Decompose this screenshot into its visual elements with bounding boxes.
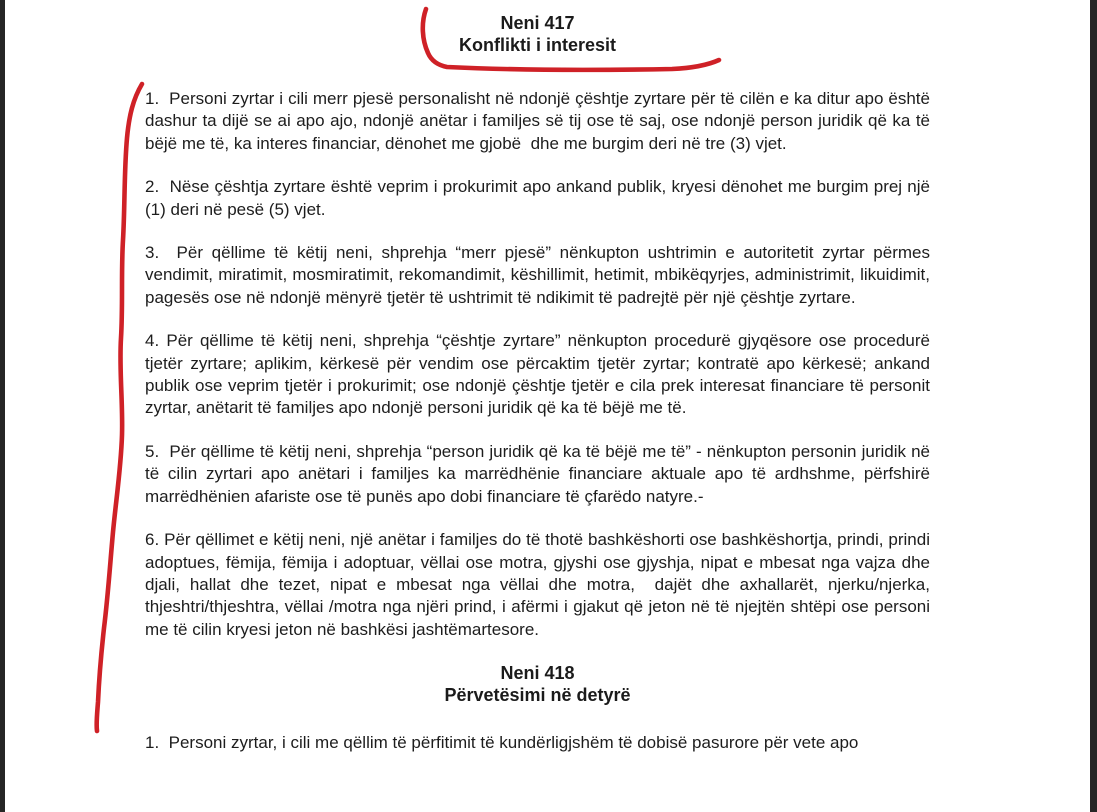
article-417-paragraph-5: 5. Për qëllime të këtij neni, shprehja “person juridik që ka të bëjë me të” - nënkupton personin juridik në të cilin zyrtari apo anëtari i familjes ka marrëdhënie financiare aktuale apo të ardhshme, përfshirë marrëdhënien afariste ose të punës apo dobi financiare të çfarëdo natyre.- [145,441,930,506]
article-418-paragraph-1: 1. Personi zyrtar, i cili me qëllim të përfitimit të kundërligjshëm të dobisë pasurore për vete apo [145,733,859,753]
article-417-number: Neni 417 [500,13,575,33]
red-left-margin-line-mark [97,84,142,731]
document-content [145,10,930,755]
article-418-heading [145,662,930,706]
article-417-paragraph-3: 3. Për qëllime të këtij neni, shprehja “merr pjesë” nënkupton ushtrimin e autoritetit zyrtar përmes vendimit, miratimit, mosmiratimit, rekomandimit, këshillimit, hetimit, mbikëqyrjes, administrimit, likuidimit, pagesës ose në ndonjë mënyrë tjetër të ushtrimit të ndikimit të padrejtë për një çështje zyrtare. [145,243,930,307]
page-edge-left [0,0,5,812]
article-417-paragraph-4: 4. Për qëllime të këtij neni, shprehja “çështje zyrtare” nënkupton procedurë gjyqësore ose procedurë tjetër zyrtare; aplikim, kërkesë për vendim ose përcaktim tjetër zyrtar; kontratë apo kërkesë; ankand publik ose veprim tjetër i prokurimit; ose ndonjë çështje tjetër e cila prek interesat financiare të personit zyrtar, anëtarit të familjes apo ndonjë personi juridik që ka të bëjë me të. [145,331,930,418]
article-417-paragraph-1: 1. Personi zyrtar i cili merr pjesë personalisht në ndonjë çështje zyrtare për të cilën e ka ditur apo është dashur ta dijë se ai apo ajo, ndonjë anëtar i familjes së tij ose të saj, ose ndonjë person juridik që ka të bëjë me të, ka interes financiar, dënohet me gjobë dhe me burgim deri në tre (3) vjet. [145,89,930,153]
page-edge-right [1090,0,1097,812]
article-418-title: Përvetësimi në detyrë [444,685,631,706]
article-418-number: Neni 418 [500,663,575,684]
article-417-heading [145,12,930,56]
article-417-paragraph-2: 2. Nëse çështja zyrtare është veprim i prokurimit apo ankand publik, kryesi dënohet me burgim prej një (1) deri në pesë (5) vjet. [145,177,930,219]
article-417-title: Konflikti i interesit [458,35,617,55]
article-417-paragraph-6: 6. Për qëllimet e këtij neni, një anëtar i familjes do të thotë bashkëshorti ose bashkëshortja, prindi, prindi adoptues, fëmija, fëmija i adoptuar, vëllai ose motra, gjyshi ose gjyshja, nipat e mbesat nga vajza dhe djali, hallat dhe tezet, nipat e mbesat nga vëllai dhe motra, dajët dhe axhallarët, njerku/njerka, thjeshtri/thjeshtra, vëllai /motra nga njëri prind, i afërmi i gjakut që jeton në të njejtën shtëpi ose personi me të cilin kryesi jeton në bashkësi jashtëmartesore. [145,530,930,639]
